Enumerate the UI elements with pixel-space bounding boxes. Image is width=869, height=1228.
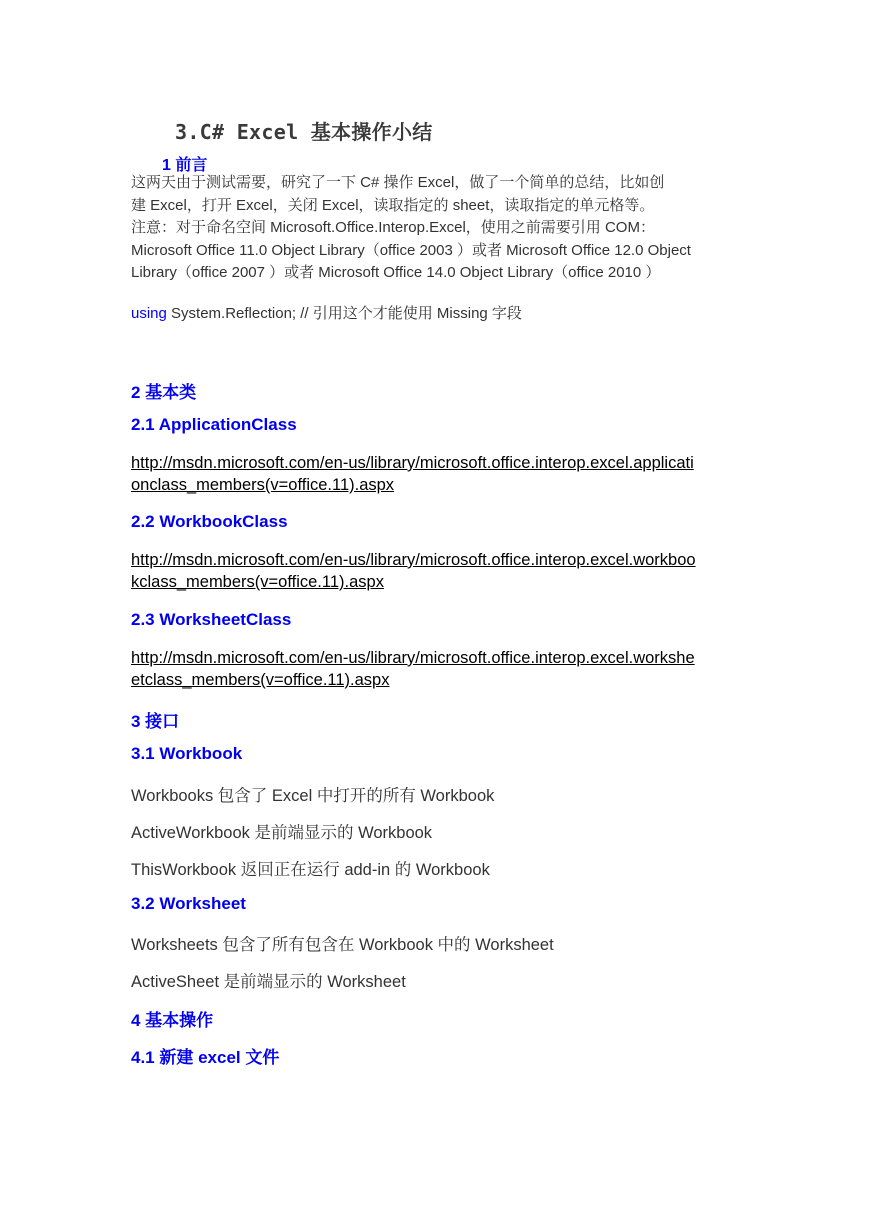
worksheet-class-link[interactable] bbox=[131, 647, 743, 691]
workbook-class-heading: 2.2 WorkbookClass bbox=[131, 512, 288, 531]
worksheet-line: ActiveSheet 是前端显示的 Worksheet bbox=[131, 973, 406, 991]
preface-line: 注意：对于命名空间 Microsoft.Office.Interop.Excel，使用之前需要引用 COM： bbox=[131, 219, 655, 236]
preface-line: Library（office 2007 ）或者 Microsoft Office 14.0 Object Library（office 2010 ） bbox=[131, 264, 661, 281]
link-line[interactable]: onclass_members(v=office.11).aspx bbox=[131, 476, 395, 494]
link-line[interactable]: http://msdn.microsoft.com/en-us/library/microsoft.office.interop.excel.workshe bbox=[131, 649, 695, 667]
workbook-class-link[interactable] bbox=[131, 549, 743, 593]
workbook-line: Workbooks 包含了 Excel 中打开的所有 Workbook bbox=[131, 787, 495, 805]
worksheet-line: Worksheets 包含了所有包含在 Workbook 中的 Worksheet bbox=[131, 936, 554, 954]
worksheet-class-heading: 2.3 WorksheetClass bbox=[131, 610, 292, 629]
link-line[interactable]: http://msdn.microsoft.com/en-us/library/microsoft.office.interop.excel.applicati bbox=[131, 454, 694, 472]
workbook-heading: 3.1 Workbook bbox=[131, 744, 243, 763]
workbook-line: ThisWorkbook 返回正在运行 add-in 的 Workbook bbox=[131, 861, 490, 879]
link-line[interactable]: kclass_members(v=office.11).aspx bbox=[131, 573, 384, 591]
preface-line: 建 Excel，打开 Excel，关闭 Excel，读取指定的 sheet，读取指定的单元格等。 bbox=[131, 196, 655, 214]
code-keyword: using bbox=[131, 305, 167, 322]
link-line[interactable]: etclass_members(v=office.11).aspx bbox=[131, 671, 390, 689]
workbook-line: ActiveWorkbook 是前端显示的 Workbook bbox=[131, 824, 433, 842]
preface-line: Microsoft Office 11.0 Object Library（office 2003 ）或者 Microsoft Office 12.0 Object bbox=[131, 241, 691, 259]
document-title: 3.C# Excel 基本操作小结 bbox=[175, 120, 433, 144]
application-class-heading: 2.1 ApplicationClass bbox=[131, 415, 297, 434]
preface-heading: 1 前言 bbox=[162, 157, 208, 174]
preface-paragraph bbox=[131, 172, 743, 285]
section-4-heading: 4 基本操作 bbox=[131, 1011, 214, 1030]
new-excel-heading: 4.1 新建 excel 文件 bbox=[131, 1048, 280, 1067]
link-line[interactable]: http://msdn.microsoft.com/en-us/library/microsoft.office.interop.excel.workboo bbox=[131, 551, 696, 569]
section-3-heading: 3 接口 bbox=[131, 712, 180, 731]
code-text: System.Reflection; // 引用这个才能使用 Missing 字段 bbox=[166, 305, 522, 322]
worksheet-heading: 3.2 Worksheet bbox=[131, 894, 246, 913]
section-2-heading: 2 基本类 bbox=[131, 383, 197, 402]
code-line bbox=[131, 302, 522, 323]
application-class-link[interactable] bbox=[131, 452, 743, 496]
preface-line: 这两天由于测试需要，研究了一下 C# 操作 Excel，做了一个简单的总结，比如创 bbox=[131, 174, 665, 191]
